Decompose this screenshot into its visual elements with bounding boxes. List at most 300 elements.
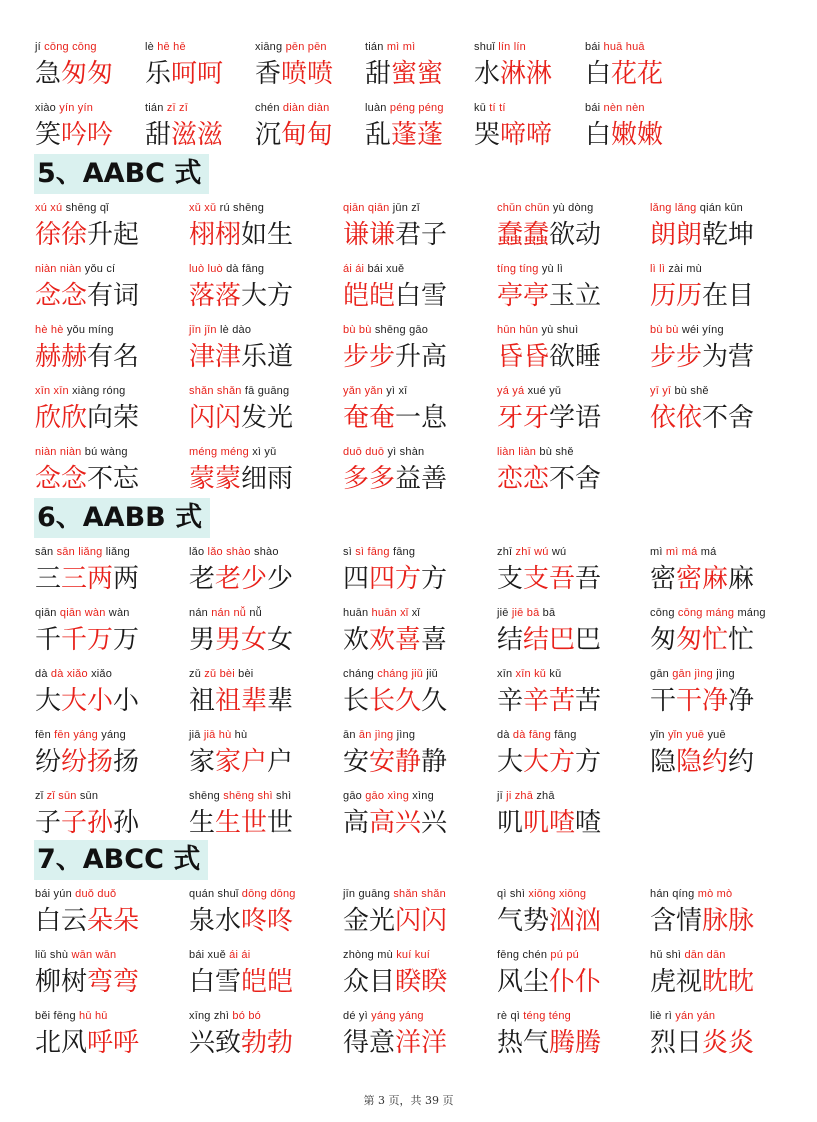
hanzi-line [189,964,293,1000]
pinyin-syllable: dōng [270,888,296,900]
pinyin-line [255,38,333,56]
word-entry [189,787,293,847]
pinyin-line [35,260,139,278]
hanzi-char: 白 [35,906,62,936]
hanzi-line [650,903,754,939]
hanzi-char: 乱 [365,120,392,150]
hanzi-line [343,561,447,597]
pinyin-syllable: chén [522,949,548,961]
pinyin-line [343,787,447,805]
hanzi-char: 喷 [281,59,308,89]
hanzi-char: 乾 [702,220,729,250]
word-entry [650,946,754,1006]
word-row [0,885,817,945]
hanzi-char: 得 [343,1028,370,1058]
pinyin-line [343,885,447,903]
hanzi-line [585,56,663,92]
pinyin-syllable: liǎng [78,546,103,558]
hanzi-char: 祖 [215,686,242,716]
pinyin-syllable: mò [697,888,714,900]
pinyin-syllable: lǎo [207,546,223,558]
hanzi-char: 舍 [728,403,755,433]
pinyin-syllable: jìng [396,729,416,741]
pinyin-syllable: cháng [343,668,374,680]
pinyin-line [650,321,754,339]
hanzi-char: 安 [369,747,396,777]
pinyin-syllable: zhī [497,546,513,558]
word-entry [189,1007,293,1067]
hanzi-char: 不 [702,403,729,433]
pinyin-syllable: cí [106,263,116,275]
pinyin-syllable: lì [650,263,656,275]
hanzi-line [497,1025,601,1061]
hanzi-char: 荣 [113,403,140,433]
pinyin-syllable: hē [157,41,170,53]
pinyin-syllable: dà [226,263,239,275]
hanzi-char: 支 [523,564,550,594]
hanzi-char: 少 [267,564,294,594]
hanzi-char: 脉 [702,906,729,936]
hanzi-line [189,461,293,497]
hanzi-char: 高 [343,808,370,838]
hanzi-line [35,964,139,1000]
hanzi-char: 喜 [395,625,422,655]
hanzi-char: 忙 [728,625,755,655]
hanzi-char: 在 [702,281,729,311]
hanzi-line [343,964,447,1000]
pinyin-syllable: jīn [343,888,356,900]
hanzi-char: 家 [189,747,216,777]
pinyin-line [497,604,601,622]
pinyin-line [650,382,754,400]
pinyin-line [35,443,139,461]
hanzi-char: 意 [369,1028,396,1058]
pinyin-syllable: diàn [282,102,305,114]
hanzi-line [497,217,601,253]
pinyin-syllable: yín [77,102,94,114]
word-entry [650,321,754,381]
hanzi-line [497,561,601,597]
hanzi-char: 巴 [575,625,602,655]
pinyin-syllable: bái [585,102,601,114]
pinyin-syllable: shēng [189,790,220,802]
hanzi-line [189,339,293,375]
pinyin-syllable: tíng [519,263,539,275]
pinyin-syllable: yún [53,888,72,900]
word-entry [189,665,293,725]
hanzi-char: 落 [189,281,216,311]
hanzi-char: 恋 [497,464,524,494]
hanzi-char: 众 [343,967,370,997]
pinyin-syllable: lǎng [650,202,672,214]
hanzi-char: 匆 [87,59,114,89]
pinyin-syllable: fēn [54,729,71,741]
pinyin-syllable: chǔn [524,202,550,214]
hanzi-char: 息 [421,403,448,433]
hanzi-char: 皑 [267,967,294,997]
hanzi-line [189,561,293,597]
hanzi-line [650,339,754,375]
hanzi-char: 营 [728,342,755,372]
hanzi-line [35,622,139,658]
hanzi-char: 白 [189,967,216,997]
hanzi-char: 净 [702,686,729,716]
word-entry [343,260,447,320]
pinyin-syllable: liǎng [105,546,130,558]
hanzi-char: 长 [369,686,396,716]
word-entry [35,99,113,159]
hanzi-char: 欣 [35,403,62,433]
hanzi-char: 呼 [87,1028,114,1058]
pinyin-line [650,946,754,964]
pinyin-syllable: yī [662,385,672,397]
pinyin-syllable: yán [675,1010,694,1022]
hanzi-char: 雪 [215,967,242,997]
pinyin-syllable: xiǎo [66,668,88,680]
hanzi-char: 麻 [702,564,729,594]
hanzi-char: 向 [87,403,114,433]
word-entry [189,443,293,503]
pinyin-syllable: yǐn [667,729,683,741]
hanzi-char: 君 [395,220,422,250]
hanzi-char: 目 [369,967,396,997]
pinyin-syllable: shě [690,385,709,397]
hanzi-char: 蓬 [417,120,444,150]
hanzi-line [343,805,447,841]
hanzi-char: 香 [255,59,282,89]
hanzi-char: 纷 [35,747,62,777]
pinyin-syllable: máng [737,607,766,619]
hanzi-char: 啼 [526,120,553,150]
hanzi-char: 约 [702,747,729,777]
hanzi-char: 欲 [549,220,576,250]
hanzi-char: 欢 [343,625,370,655]
hanzi-char: 皑 [369,281,396,311]
word-entry [365,38,443,98]
word-entry [497,1007,601,1067]
pinyin-syllable: kū [474,102,487,114]
word-entry [650,1007,754,1067]
hanzi-char: 益 [395,464,422,494]
hanzi-char: 巴 [549,625,576,655]
word-entry [650,382,754,442]
word-entry [35,543,139,603]
hanzi-char: 闪 [421,906,448,936]
hanzi-line [35,744,139,780]
pinyin-syllable: kūn [724,202,743,214]
hanzi-line [35,278,139,314]
pinyin-syllable: péng [389,102,416,114]
pinyin-syllable: fēng [497,949,520,961]
pinyin-syllable: má [700,546,717,558]
hanzi-char: 三 [61,564,88,594]
hanzi-char: 甜 [365,59,392,89]
word-row [0,787,817,847]
pinyin-syllable: míng [88,324,114,336]
hanzi-char: 祖 [189,686,216,716]
pinyin-syllable: kuí [414,949,431,961]
pinyin-syllable: jiǔ [411,668,424,680]
hanzi-char: 恋 [523,464,550,494]
pinyin-syllable: chén [255,102,280,114]
pinyin-syllable: jiā [189,729,201,741]
hanzi-char: 大 [35,686,62,716]
section-heading: 7、ABCC 式 [34,840,208,880]
hanzi-char: 立 [575,281,602,311]
hanzi-char: 泉 [189,906,216,936]
hanzi-char: 津 [215,342,242,372]
pinyin-syllable: cōng [44,41,69,53]
hanzi-char: 白 [395,281,422,311]
pinyin-syllable: shì [665,949,682,961]
pinyin-line [585,38,663,56]
pinyin-syllable: yù [541,263,554,275]
pinyin-syllable: tián [365,41,384,53]
pinyin-line [650,726,754,744]
pinyin-syllable: hǔ [650,949,663,961]
hanzi-char: 勃 [241,1028,268,1058]
hanzi-line [650,964,754,1000]
hanzi-char: 辈 [241,686,268,716]
hanzi-line [35,400,139,436]
hanzi-char: 腾 [575,1028,602,1058]
pinyin-line [343,543,447,561]
hanzi-char: 含 [650,906,677,936]
word-entry [35,199,139,259]
word-entry [35,665,139,725]
hanzi-char: 大 [523,747,550,777]
pinyin-syllable: lǎo [189,546,205,558]
pinyin-syllable: mì [650,546,663,558]
pinyin-syllable: xué [527,385,546,397]
word-row [0,99,817,159]
pinyin-line [343,382,447,400]
pinyin-syllable: yù [541,324,554,336]
pinyin-syllable: lè [145,41,154,53]
hanzi-char: 朗 [650,220,677,250]
hanzi-char: 柳 [35,967,62,997]
pinyin-syllable: yuē [707,729,726,741]
word-entry [189,946,293,1006]
pinyin-line [189,885,296,903]
pinyin-syllable: yù [552,202,565,214]
word-entry [255,38,333,98]
pinyin-syllable: cōng [650,607,675,619]
hanzi-char: 大 [61,686,88,716]
pinyin-syllable: yuē [685,729,705,741]
hanzi-char: 老 [215,564,242,594]
word-entry [35,38,113,98]
pinyin-syllable: yá [512,385,525,397]
hanzi-char: 淋 [500,59,527,89]
pinyin-syllable: xī [398,385,408,397]
word-entry [189,604,293,664]
pinyin-syllable: shě [555,446,574,458]
pinyin-line [474,99,552,117]
hanzi-char: 念 [35,464,62,494]
pinyin-syllable: yī [650,385,659,397]
pinyin-syllable: guāng [358,888,391,900]
hanzi-line [145,56,223,92]
pinyin-syllable: lì [659,263,666,275]
hanzi-line [650,217,754,253]
pinyin-syllable: liàn [518,446,537,458]
hanzi-line [35,117,113,153]
pinyin-syllable: yì [386,385,396,397]
hanzi-char: 哭 [474,120,501,150]
hanzi-char: 呼 [113,1028,140,1058]
pinyin-syllable: dà [50,668,64,680]
pinyin-syllable: xú [35,202,48,214]
pinyin-syllable: shuǐ [474,41,495,53]
word-row [0,321,817,381]
pinyin-syllable: rú [219,202,230,214]
pinyin-syllable: hán [650,888,669,900]
hanzi-char: 欢 [369,625,396,655]
hanzi-char: 淋 [526,59,553,89]
pinyin-line [35,99,113,117]
hanzi-char: 甸 [307,120,334,150]
hanzi-char: 朗 [676,220,703,250]
pinyin-line [343,665,447,683]
pinyin-syllable: zǐ [35,790,44,802]
hanzi-char: 蓬 [391,120,418,150]
pinyin-line [497,260,601,278]
word-entry [343,543,447,603]
pinyin-syllable: zǐ [46,790,55,802]
pinyin-syllable: ān [358,729,372,741]
pinyin-syllable: yǒu [66,324,86,336]
hanzi-char: 蜜 [417,59,444,89]
word-entry [145,99,223,159]
pinyin-syllable: shǎn [216,385,242,397]
hanzi-char: 朵 [113,906,140,936]
pinyin-syllable: xǔ [204,202,217,214]
pinyin-syllable: róng [102,385,126,397]
pinyin-syllable: jiǔ [426,668,438,680]
hanzi-char: 叽 [523,808,550,838]
hanzi-char: 匆 [676,625,703,655]
pinyin-syllable: chǔn [497,202,522,214]
pinyin-syllable: kǔ [534,668,547,680]
pinyin-syllable: lì [557,263,564,275]
hanzi-char: 动 [575,220,602,250]
hanzi-char: 念 [35,281,62,311]
hanzi-char: 词 [113,281,140,311]
word-entry [497,665,601,725]
hanzi-line [650,400,754,436]
hanzi-char: 安 [343,747,370,777]
word-entry [650,885,754,945]
pinyin-syllable: tí [489,102,496,114]
hanzi-char: 亭 [497,281,524,311]
pinyin-syllable: guāng [257,385,290,397]
word-entry [189,199,293,259]
hanzi-char: 咚 [241,906,268,936]
hanzi-line [497,805,601,841]
word-entry [343,443,447,503]
hanzi-char: 急 [35,59,62,89]
hanzi-char: 结 [523,625,550,655]
hanzi-char: 亭 [523,281,550,311]
hanzi-line [255,117,333,153]
pinyin-syllable: yì [358,1010,368,1022]
page-footer: 第 3 页，共 39 页 [363,1094,454,1107]
hanzi-line [35,683,139,719]
pinyin-syllable: zǔ [204,668,217,680]
pinyin-syllable: yáng [399,1010,424,1022]
hanzi-char: 历 [676,281,703,311]
hanzi-line [35,56,113,92]
pinyin-syllable: xīn [35,385,51,397]
word-entry [497,382,601,442]
pinyin-syllable: yáng [101,729,126,741]
hanzi-char: 眈 [728,967,755,997]
pinyin-syllable: wān [95,949,117,961]
hanzi-line [497,683,601,719]
word-entry [365,99,444,159]
hanzi-char: 生 [215,808,242,838]
pinyin-line [365,38,443,56]
hanzi-char: 支 [497,564,524,594]
pinyin-syllable: xuě [207,949,226,961]
hanzi-char: 密 [650,564,677,594]
hanzi-char: 甸 [281,120,308,150]
pinyin-syllable: jí [35,41,41,53]
pinyin-line [650,604,766,622]
pinyin-syllable: huān [343,607,369,619]
hanzi-char: 叽 [497,808,524,838]
hanzi-char: 喜 [421,625,448,655]
pinyin-syllable: méng [189,446,218,458]
hanzi-char: 万 [113,625,140,655]
word-entry [650,260,754,320]
pinyin-syllable: běi [35,1010,51,1022]
hanzi-line [189,217,293,253]
pinyin-syllable: xǐ [400,607,409,619]
hanzi-char: 皑 [343,281,370,311]
hanzi-char: 久 [421,686,448,716]
pinyin-syllable: ān [343,729,356,741]
pinyin-syllable: wú [534,546,549,558]
hanzi-char: 子 [35,808,62,838]
pinyin-syllable: qiān [59,607,82,619]
pinyin-syllable: yáng [371,1010,396,1022]
hanzi-char: 炎 [702,1028,729,1058]
pinyin-line [497,726,601,744]
hanzi-char: 虎 [650,967,677,997]
hanzi-char: 升 [395,342,422,372]
pinyin-syllable: duō [365,446,385,458]
pinyin-syllable: xǐ [411,607,421,619]
hanzi-char: 道 [267,342,294,372]
hanzi-line [497,903,601,939]
hanzi-char: 热 [497,1028,524,1058]
hanzi-char: 密 [676,564,703,594]
word-entry [35,321,139,381]
hanzi-char: 久 [395,686,422,716]
hanzi-char: 水 [474,59,501,89]
hanzi-char: 起 [113,220,140,250]
pinyin-syllable: ji [506,790,512,802]
word-entry [497,260,601,320]
pinyin-line [650,260,754,278]
pinyin-line [189,199,293,217]
pinyin-syllable: bái [585,41,601,53]
hanzi-char: 吾 [575,564,602,594]
hanzi-char: 谦 [343,220,370,250]
hanzi-char: 世 [241,808,268,838]
